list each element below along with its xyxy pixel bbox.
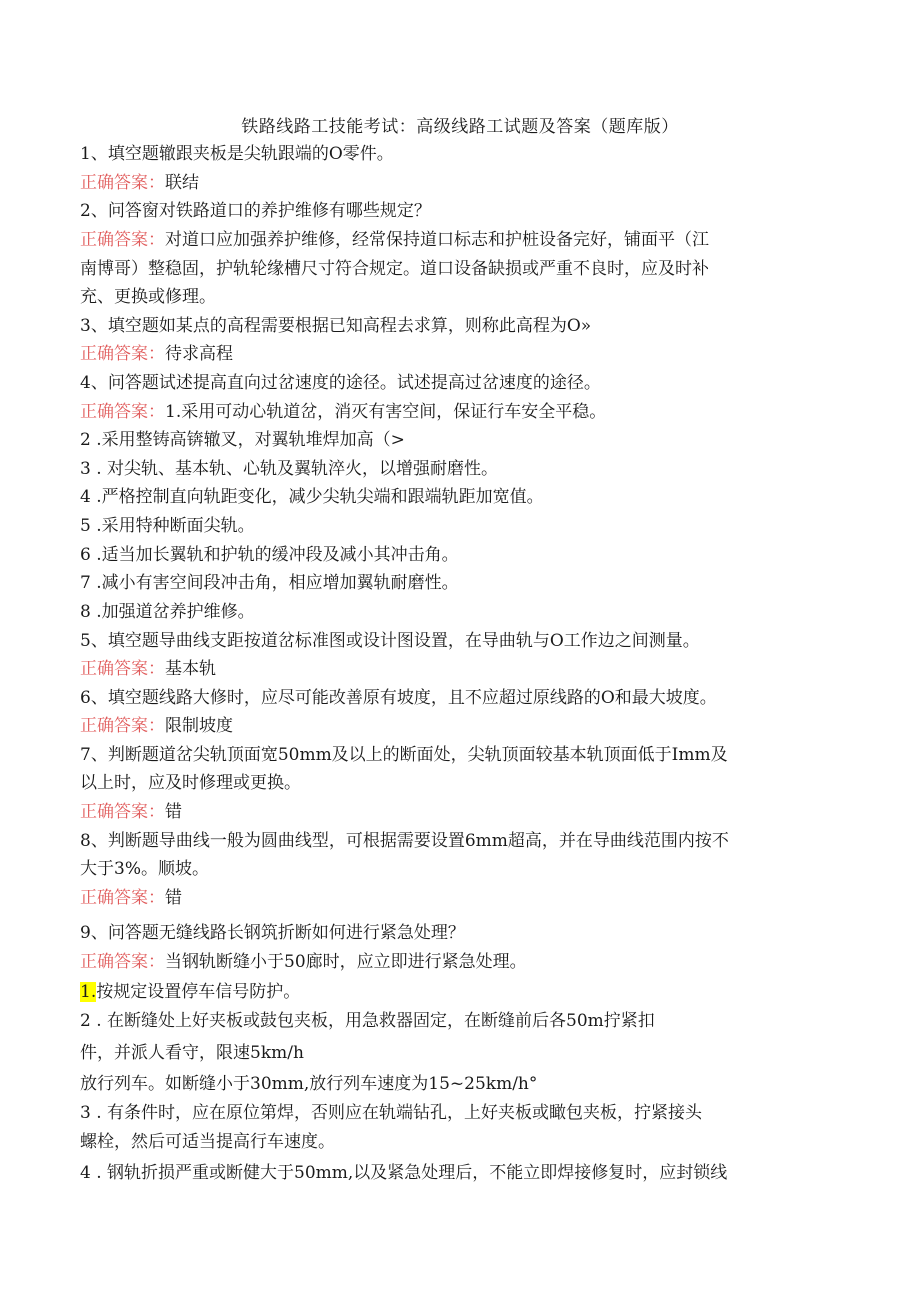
answer-4: [80, 400, 850, 424]
answer-text: 基本轨: [165, 659, 216, 679]
question-7-cont: 以上时，应及时修理或更换。: [80, 773, 301, 793]
list-item: 7 .减小有害空间段冲击角，相应增加翼轨耐磨性。: [80, 573, 459, 593]
list-item: 2 .采用整铸高锛辙叉，对翼轨堆焊加高（>: [80, 430, 405, 450]
answer-label: 正确答案：: [80, 952, 165, 972]
list-item: 4 . 钢轨折损严重或断健大于50mm,以及紧急处理后，不能立即焊接修复时，应封锁线: [80, 1163, 728, 1183]
answer-text: 待求高程: [165, 344, 233, 364]
question-8: 8、判断题导曲线一般为圆曲线型，可根据需要设置6mm超高，并在导曲线范围内按不: [80, 831, 729, 851]
list-item: [80, 980, 850, 1004]
answer-text: 1.采用可动心轨道岔，消灭有害空间，保证行车安全平稳。: [165, 402, 607, 422]
list-item: 2 . 在断缝处上好夹板或鼓包夹板，用急救器固定，在断缝前后各50m拧紧扣: [80, 1011, 655, 1031]
question-2: 2、问答窗对铁路道口的养护维修有哪些规定？: [80, 201, 431, 221]
list-item: 8 .加强道岔养护维修。: [80, 602, 255, 622]
answer-text: 联结: [165, 173, 199, 193]
answer-text: 当钢轨断缝小于50廊时，应立即进行紧急处理。: [165, 952, 527, 972]
answer-label: 正确答案：: [80, 659, 165, 679]
answer-2: [80, 228, 850, 252]
answer-5: [80, 657, 850, 681]
answer-text: 错: [165, 802, 182, 822]
question-3: 3、填空题如某点的高程需要根据已知高程去求算，则称此高程为O»: [80, 316, 592, 336]
list-item: 6 .适当加长翼轨和护轨的缓冲段及减小其冲击角。: [80, 545, 459, 565]
answer-1: [80, 171, 850, 195]
answer-label: 正确答案：: [80, 230, 165, 250]
answer-text: 对道口应加强养护维修，经常保持道口标志和护桩设备完好，铺面平（江: [165, 230, 709, 250]
answer-label: 正确答案：: [80, 344, 165, 364]
question-6: 6、填空题线路大修时，应尽可能改善原有坡度，且不应超过原线路的O和最大坡度。: [80, 688, 717, 708]
answer-9: [80, 950, 850, 974]
list-item-cont: 放行列车。如断缝小于30mm,放行列车速度为15~25km/h°: [80, 1074, 538, 1094]
answer-text: 错: [165, 888, 182, 908]
answer-label: 正确答案：: [80, 716, 165, 736]
list-item: 3 . 对尖轨、基本轨、心轨及翼轨淬火，以增强耐磨性。: [80, 459, 499, 479]
answer-3: [80, 342, 850, 366]
list-item-cont: 螺栓，然后可适当提高行车速度。: [80, 1132, 335, 1152]
highlight-mark: 1.: [80, 982, 97, 1002]
document-title: 铁路线路工技能考试：高级线路工试题及答案（题库版）: [241, 117, 679, 137]
answer-label: 正确答案：: [80, 802, 165, 822]
answer-label: 正确答案：: [80, 402, 165, 422]
answer-6: [80, 714, 850, 738]
question-7: 7、判断题道岔尖轨顶面宽50mm及以上的断面处，尖轨顶面较基本轨顶面低于Imm及: [80, 745, 728, 765]
answer-label: 正确答案：: [80, 888, 165, 908]
answer-2-cont: 南博哥）整稳固，护轨轮缘槽尺寸符合规定。道口设备缺损或严重不良时，应及时补: [80, 259, 709, 279]
list-item: 5 .采用特种断面尖轨。: [80, 516, 255, 536]
question-5: 5、填空题导曲线支距按道岔标准图或设计图设置，在导曲轨与O工作边之间测量。: [80, 631, 700, 651]
list-item: 3 . 有条件时，应在原位第焊，否则应在轨端钻孔，上好夹板或瞰包夹板，拧紧接头: [80, 1103, 703, 1123]
answer-8: [80, 886, 850, 910]
list-item-cont: 件，并派人看守，限速5km/h: [80, 1043, 304, 1063]
answer-label: 正确答案：: [80, 173, 165, 193]
question-9: 9、问答题无缝线路长钢筑折断如何进行紧急处理？: [80, 923, 465, 943]
question-1: 1、填空题辙跟夹板是尖轨跟端的O零件。: [80, 144, 394, 164]
list-item-text: 按规定设置停车信号防护。: [96, 982, 301, 1002]
answer-2-cont: 充、更换或修理。: [80, 287, 216, 307]
answer-text: 限制坡度: [165, 716, 233, 736]
list-item: 4 .严格控制直向轨距变化，减少尖轨尖端和跟端轨距加宽值。: [80, 487, 544, 507]
question-8-cont: 大于3%。顺坡。: [80, 859, 209, 879]
question-4: 4、问答题试述提高直向过岔速度的途径。试述提高过岔速度的途径。: [80, 373, 601, 393]
answer-7: [80, 800, 850, 824]
